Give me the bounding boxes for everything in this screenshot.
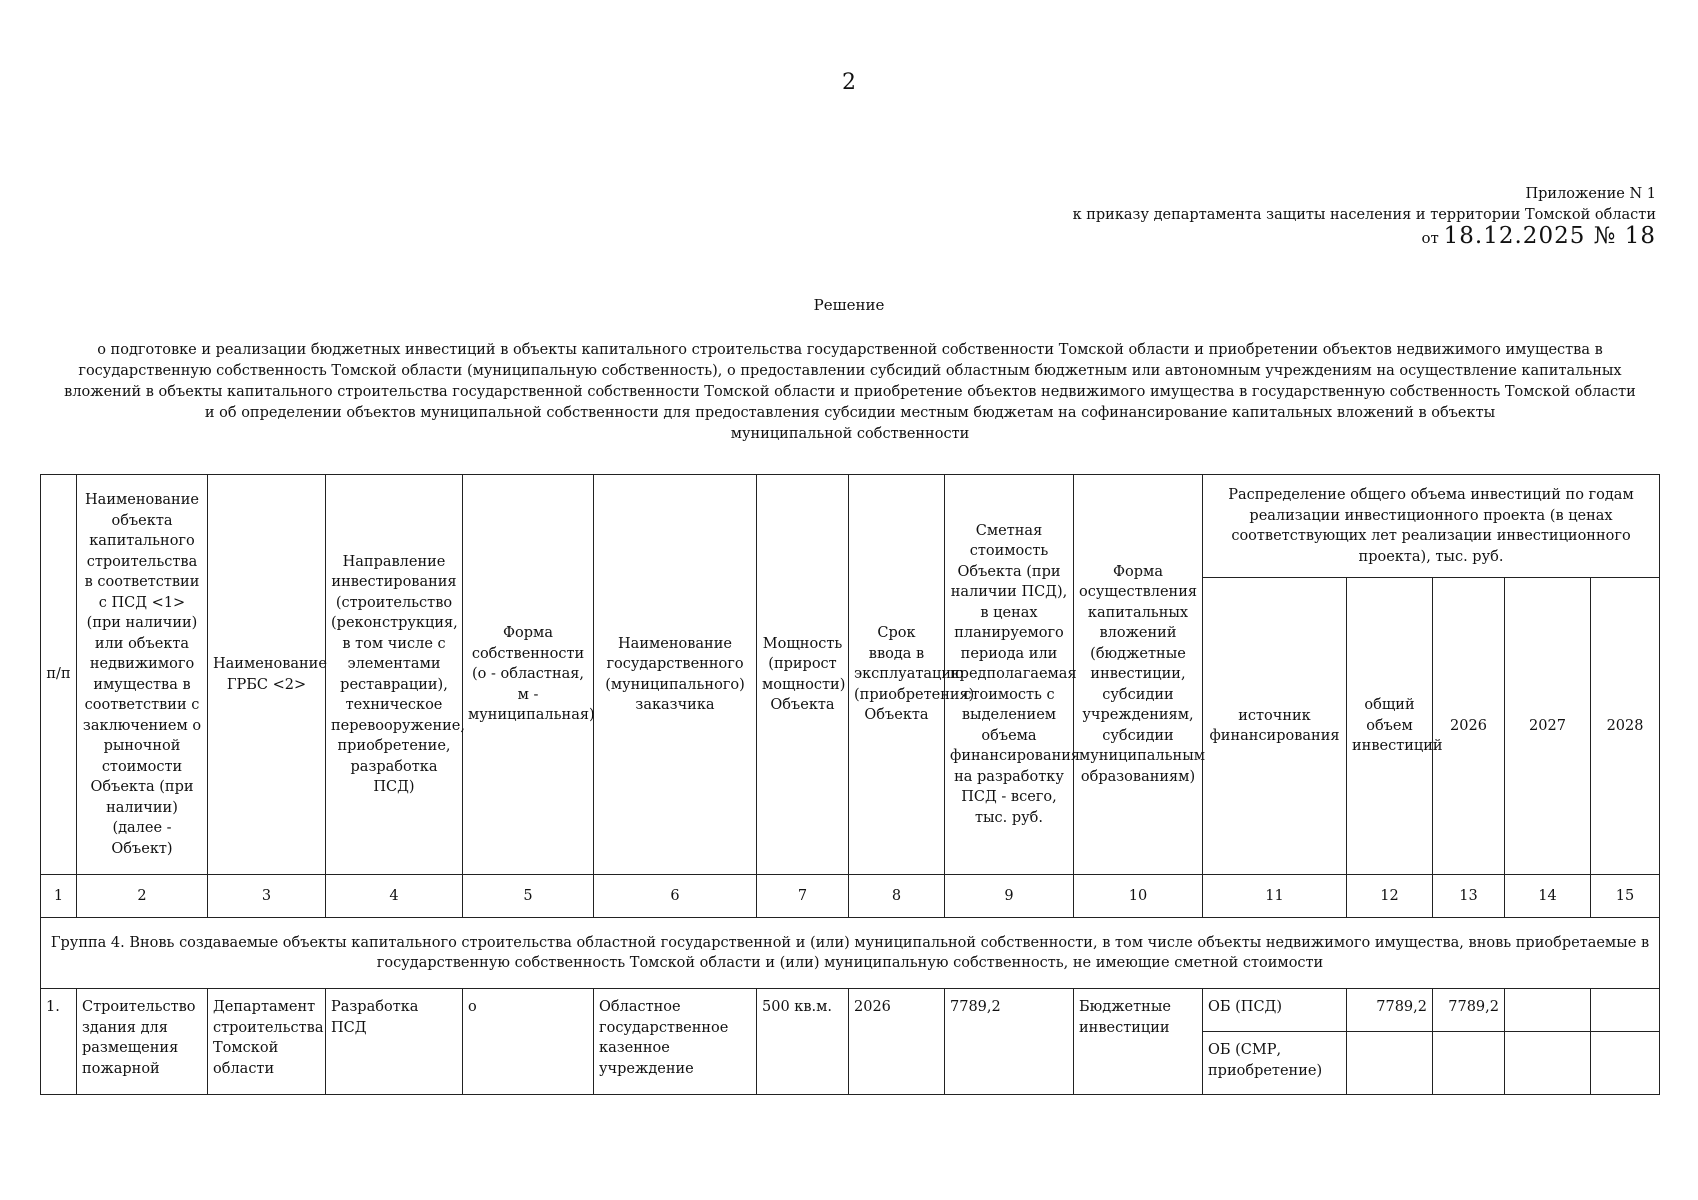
- column-number: 9: [945, 875, 1074, 918]
- row-ownership: о: [463, 989, 594, 1095]
- header-col-12: общий объем инвестиций: [1347, 578, 1433, 875]
- header-col-2: Наименование объекта капитального строительства в соответствии с ПСД <1> (при наличии) или объекта недвижимого имущества в соответствии с заключением о рыночной стоимости Объекта (при наличии) (далее - Объект): [77, 475, 208, 875]
- row-customer: Областное государственное казенное учреждение: [594, 989, 757, 1095]
- row-source-total: 7789,2: [1347, 989, 1433, 1032]
- header-col-7: Мощность (прирост мощности) Объекта: [757, 475, 849, 875]
- header-col-9: Сметная стоимость Объекта (при наличии ПСД), в ценах планируемого периода или предполагаемая стоимость с выделением объема финансирования на разработку ПСД - всего, тыс. руб.: [945, 475, 1074, 875]
- row-number: 1.: [41, 989, 77, 1095]
- decision-line: вложений в объекты капитального строительства государственной собственности Томской области и приобретение объектов недвижимого имущества в государственную собственность Томской области: [64, 384, 1636, 400]
- row-deadline: 2026: [849, 989, 945, 1095]
- decision-title: Решение: [813, 296, 885, 314]
- order-date-prefix: от: [1421, 229, 1439, 247]
- group-title: Группа 4. Вновь создаваемые объекты капитального строительства областной государственной и (или) муниципальной собственности, в том числе объекты недвижимого имущества, вновь приобретаемые в государственную собственность Томской области и (или) муниципальную собственность, не имеющие сметной стоимости: [41, 918, 1660, 989]
- row-source-name: ОБ (ПСД): [1203, 989, 1347, 1032]
- page-number: 2: [842, 70, 856, 95]
- decision-line: и об определении объектов муниципальной собственности для предоставления субсидии местным бюджетам на софинансирование капитальных вложений в объекты: [204, 405, 1496, 421]
- column-number: 11: [1203, 875, 1347, 918]
- decision-line: муниципальной собственности: [730, 426, 970, 442]
- appendix-order-ref: к приказу департамента защиты населения и территории Томской области: [1072, 207, 1656, 223]
- header-col-8: Срок ввода в эксплуатацию (приобретения) Объекта: [849, 475, 945, 875]
- column-number: 15: [1591, 875, 1660, 918]
- header-col-10: Форма осуществления капитальных вложений (бюджетные инвестиции, субсидии учреждениям, субсидии муниципальным образованиям): [1074, 475, 1203, 875]
- column-number: 1: [41, 875, 77, 918]
- row-source-2028: [1591, 1032, 1660, 1095]
- header-col-1: п/п: [41, 475, 77, 875]
- column-number: 10: [1074, 875, 1203, 918]
- row-grbs: Департамент строительства Томской области: [208, 989, 326, 1095]
- header-distribution: Распределение общего объема инвестиций по годам реализации инвестиционного проекта (в ценах соответствующих лет реализации инвестиционного проекта), тыс. руб.: [1203, 475, 1660, 578]
- column-number: 12: [1347, 875, 1433, 918]
- column-number: 6: [594, 875, 757, 918]
- row-direction: Разработка ПСД: [326, 989, 463, 1095]
- header-row-1: [41, 475, 1660, 578]
- column-number: 14: [1505, 875, 1591, 918]
- column-number: 13: [1433, 875, 1505, 918]
- header-col-3: Наименование ГРБС <2>: [208, 475, 326, 875]
- row-source-2028: [1591, 989, 1660, 1032]
- row-source-total: [1347, 1032, 1433, 1095]
- column-number: 5: [463, 875, 594, 918]
- row-capacity: 500 кв.м.: [757, 989, 849, 1095]
- header-col-15: 2028: [1591, 578, 1660, 875]
- column-number: 8: [849, 875, 945, 918]
- header-col-6: Наименование государственного (муниципального) заказчика: [594, 475, 757, 875]
- investment-table: [40, 474, 1660, 1095]
- appendix-block: [1073, 184, 1656, 249]
- decision-line: о подготовке и реализации бюджетных инвестиций в объекты капитального строительства государственной собственности Томской области и приобретении объектов недвижимого имущества в: [97, 342, 1603, 358]
- column-number: 7: [757, 875, 849, 918]
- table-row: [41, 989, 1660, 1032]
- header-col-13: 2026: [1433, 578, 1505, 875]
- decision-body: [55, 340, 1645, 445]
- row-source-name: ОБ (СМР, приобретение): [1203, 1032, 1347, 1095]
- row-form: Бюджетные инвестиции: [1074, 989, 1203, 1095]
- column-number: 2: [77, 875, 208, 918]
- header-col-11: источник финансирования: [1203, 578, 1347, 875]
- row-source-2027: [1505, 989, 1591, 1032]
- row-object: Строительство здания для размещения пожарной: [77, 989, 208, 1095]
- column-number-row: [41, 875, 1660, 918]
- header-col-14: 2027: [1505, 578, 1591, 875]
- row-source-2027: [1505, 1032, 1591, 1095]
- header-col-4: Направление инвестирования (строительство (реконструкция, в том числе с элементами реставрации), техническое перевооружение, приобретение, разработка ПСД): [326, 475, 463, 875]
- row-source-2026: [1433, 1032, 1505, 1095]
- row-source-2026: 7789,2: [1433, 989, 1505, 1032]
- row-cost: 7789,2: [945, 989, 1074, 1095]
- order-date: 18.12.2025 № 18: [1443, 223, 1656, 249]
- column-number: 3: [208, 875, 326, 918]
- decision-line: государственную собственность Томской области (муниципальную собственность), о предоставлении субсидий областным бюджетным или автономным учреждениям на осуществление капитальных: [78, 363, 1622, 379]
- header-col-5: Форма собственности (о - областная, м - муниципальная): [463, 475, 594, 875]
- group-row: [41, 918, 1660, 989]
- column-number: 4: [326, 875, 463, 918]
- appendix-title: Приложение N 1: [1525, 186, 1656, 202]
- order-date-line: [1073, 223, 1656, 249]
